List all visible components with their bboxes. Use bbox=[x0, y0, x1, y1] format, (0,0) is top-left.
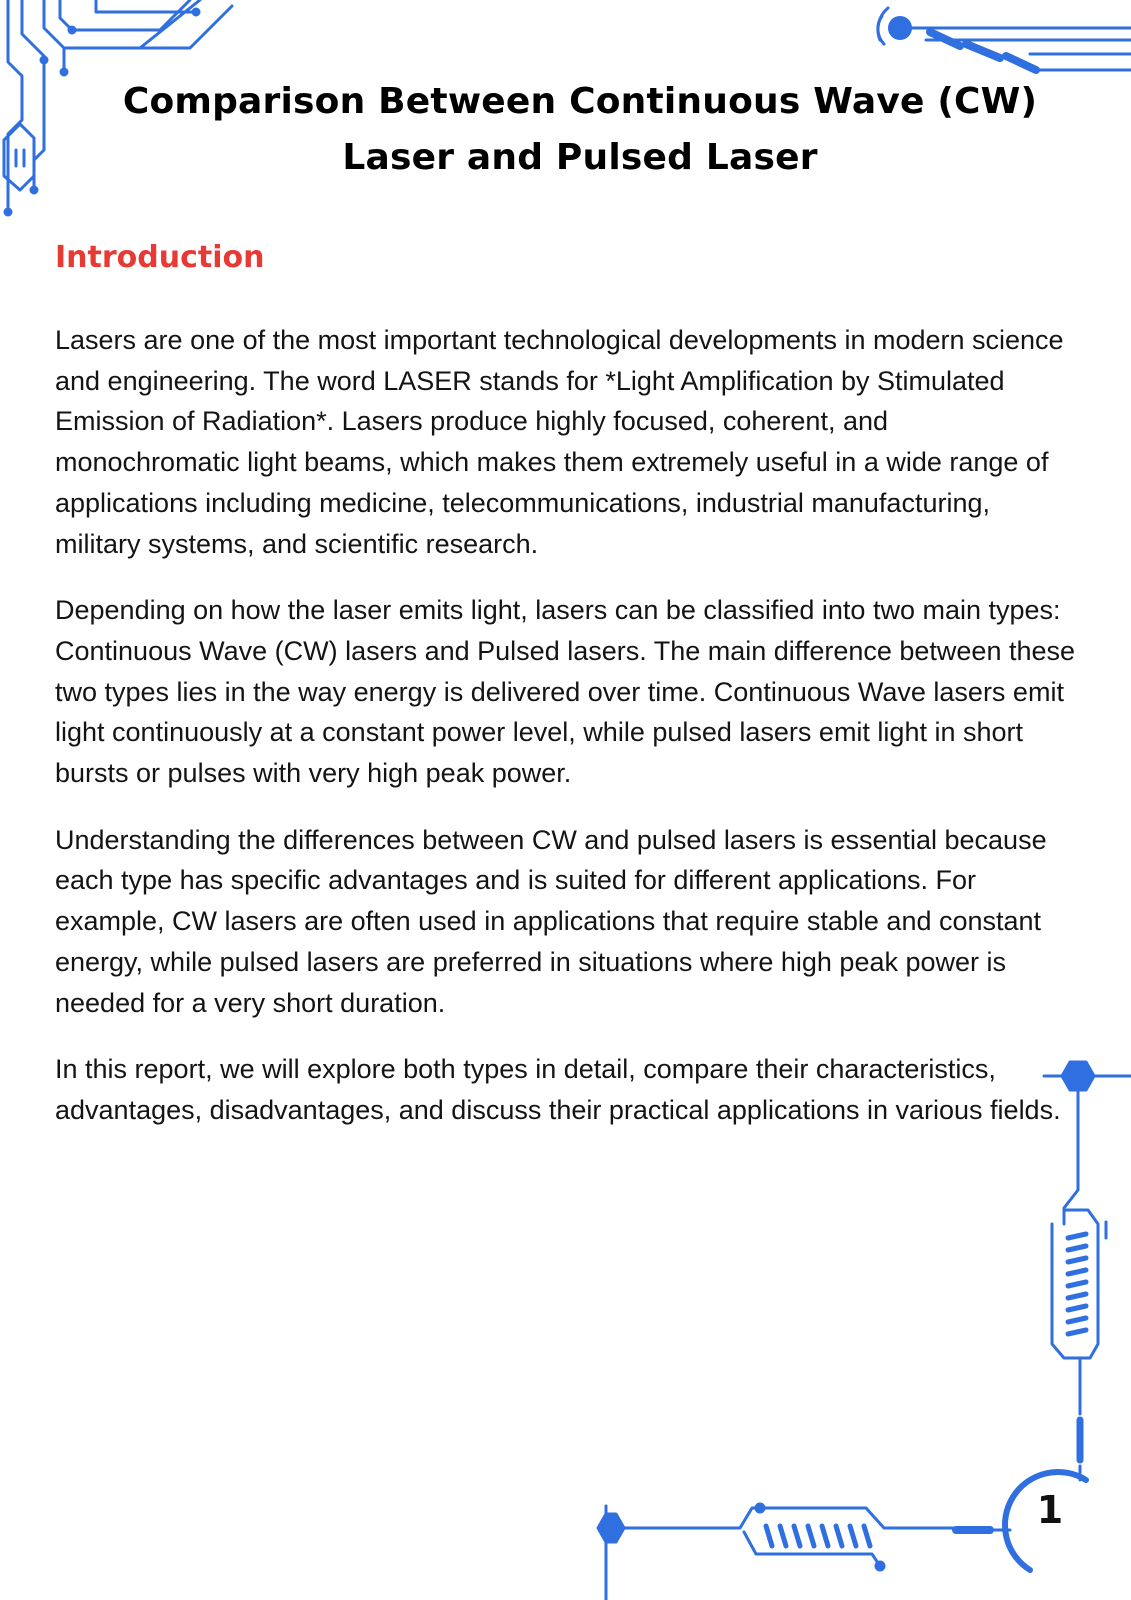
paragraph-4: In this report, we will explore both types in detail, compare their characteristics, advantages, disadvantages, and discuss their practical applications in various fields. bbox=[55, 1054, 1061, 1125]
paragraph-2: Depending on how the laser emits light, lasers can be classified into two main types: Continuous Wave (CW) lasers and Pulsed lasers. The main difference between these two types lies in the way energy is delivered over time. Continuous Wave lasers emit light continuously at a constant power level, while pulsed lasers emit light in short bursts or pulses with very high peak power. bbox=[55, 595, 1076, 789]
page-number: 1 bbox=[1036, 1488, 1064, 1532]
circuit-top-right-icon bbox=[878, 8, 1131, 70]
paragraph-1: Lasers are one of the most important technological developments in modern science and engineering. The word LASER stands for *Light Amplification by Stimulated Emission of Radiation*. Lasers produce highly focused, coherent, and monochromatic light beams, which makes them extremely useful in a wide range of applications including medicine, telecommunications, industrial manufacturing, military systems, and scientific research. bbox=[55, 325, 1064, 559]
page-title bbox=[80, 74, 1080, 186]
circuit-bottom-icon bbox=[598, 1472, 1086, 1600]
page-title-line-1: Comparison Between Continuous Wave (CW) bbox=[122, 81, 1038, 122]
introduction-body bbox=[55, 320, 1080, 1157]
page-title-line-2: Laser and Pulsed Laser bbox=[342, 137, 818, 178]
paragraph-3: Understanding the differences between CW and pulsed lasers is essential because each type has specific advantages and is suited for different applications. For example, CW lasers are often used in applications that require stable and constant energy, while pulsed lasers are preferred in situations where high peak power is needed for a very short duration. bbox=[55, 824, 1047, 1018]
section-heading-introduction: Introduction bbox=[55, 240, 265, 275]
